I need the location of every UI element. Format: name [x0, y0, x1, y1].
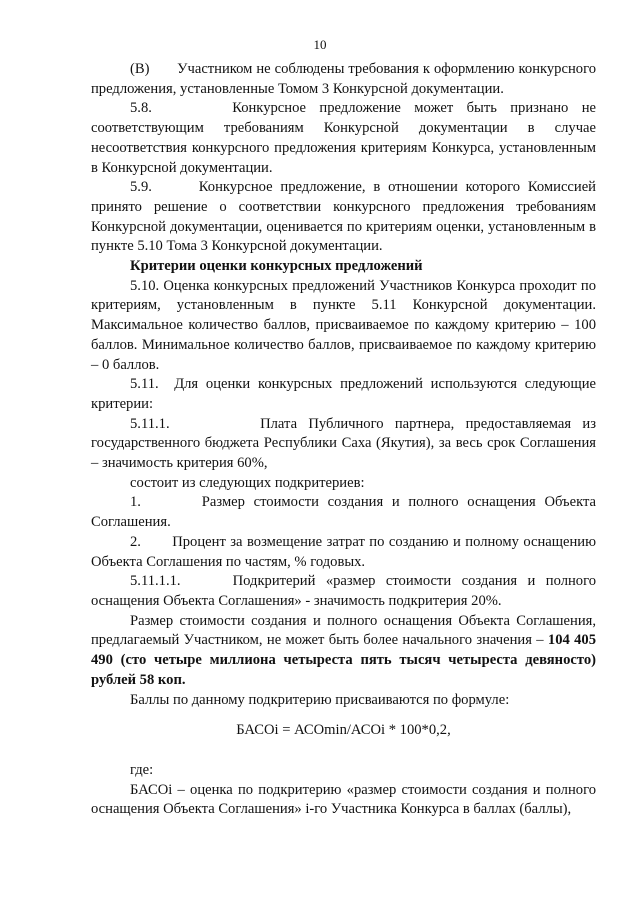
page-number: 10 — [313, 37, 327, 52]
paragraph-5-8: 5.8. Конкурсное предложение может быть признано не соответствующим требованиям Конкурсной документации в случае несоответствия конкурсного предложения критериям Конкурса, установленным в Конкурсной документации. — [91, 100, 596, 176]
paragraph-5-11: 5.11. Для оценки конкурсных предложений используются следующие критерии: — [91, 376, 596, 412]
size-amount: 104 405 490 (сто четыре миллиона четыреста пять тысяч четыреста девяносто) рублей 58 коп. — [91, 632, 596, 688]
where-label: где: — [130, 761, 154, 778]
definition-paragraph: БАСОi – оценка по подкритерию «размер стоимости создания и полного оснащения Объекта Соглашения» i-го Участника Конкурса в баллах (баллы), — [91, 781, 596, 818]
formula: БАСОi = АСОmin/АСОi * 100*0,2, — [236, 722, 451, 739]
list-item-1: 1. Размер стоимости создания и полного оснащения Объекта Соглашения. — [91, 494, 596, 531]
paragraph-5-10: 5.10. Оценка конкурсных предложений Участников Конкурса проходит по критериям, установленным в пункте 5.11 Конкурсной документации. Максимальное количество баллов, присваиваемое по каждому критерию – 100 баллов. Минимальное количество баллов, присваиваемое по каждому критерию – 0 баллов. — [91, 277, 596, 373]
points-intro: Баллы по данному подкритерию присваиваются по формуле: — [130, 691, 510, 708]
size-text: Размер стоимости создания и полного оснащения Объекта Соглашения, предлагаемый Участником, не может быть более начального значения – — [91, 612, 596, 649]
paragraph-size — [91, 612, 596, 691]
paragraph-5-9: 5.9. Конкурсное предложение, в отношении которого Комиссией принято решение о соответствии конкурсного предложения требованиям Конкурсной документации, оценивается по критериям оценки, установленным в пункте 5.10 Тома 3 Конкурсной документации. — [91, 179, 596, 255]
document-body — [91, 60, 596, 820]
paragraph-5-11-1-1: 5.11.1.1. Подкритерий «размер стоимости создания и полного оснащения Объекта Соглашения» - значимость подкритерия 20%. — [91, 573, 596, 609]
paragraph-item-b: (В) Участником не соблюдены требования к оформлению конкурсного предложения, установленные Томом 3 Конкурсной документации. — [91, 61, 596, 97]
paragraph-5-11-1: 5.11.1. Плата Публичного партнера, предоставляемая из государственного бюджета Республики Саха (Якутия), за весь срок Соглашения – значимость критерия 60%, — [91, 415, 596, 472]
list-item-2: 2. Процент за возмещение затрат по созданию и полному оснащению Объекта Соглашения по частям, % годовых. — [91, 533, 596, 570]
section-heading: Критерии оценки конкурсных предложений — [130, 258, 423, 275]
subcriteria-intro: состоит из следующих подкритериев: — [130, 474, 365, 491]
